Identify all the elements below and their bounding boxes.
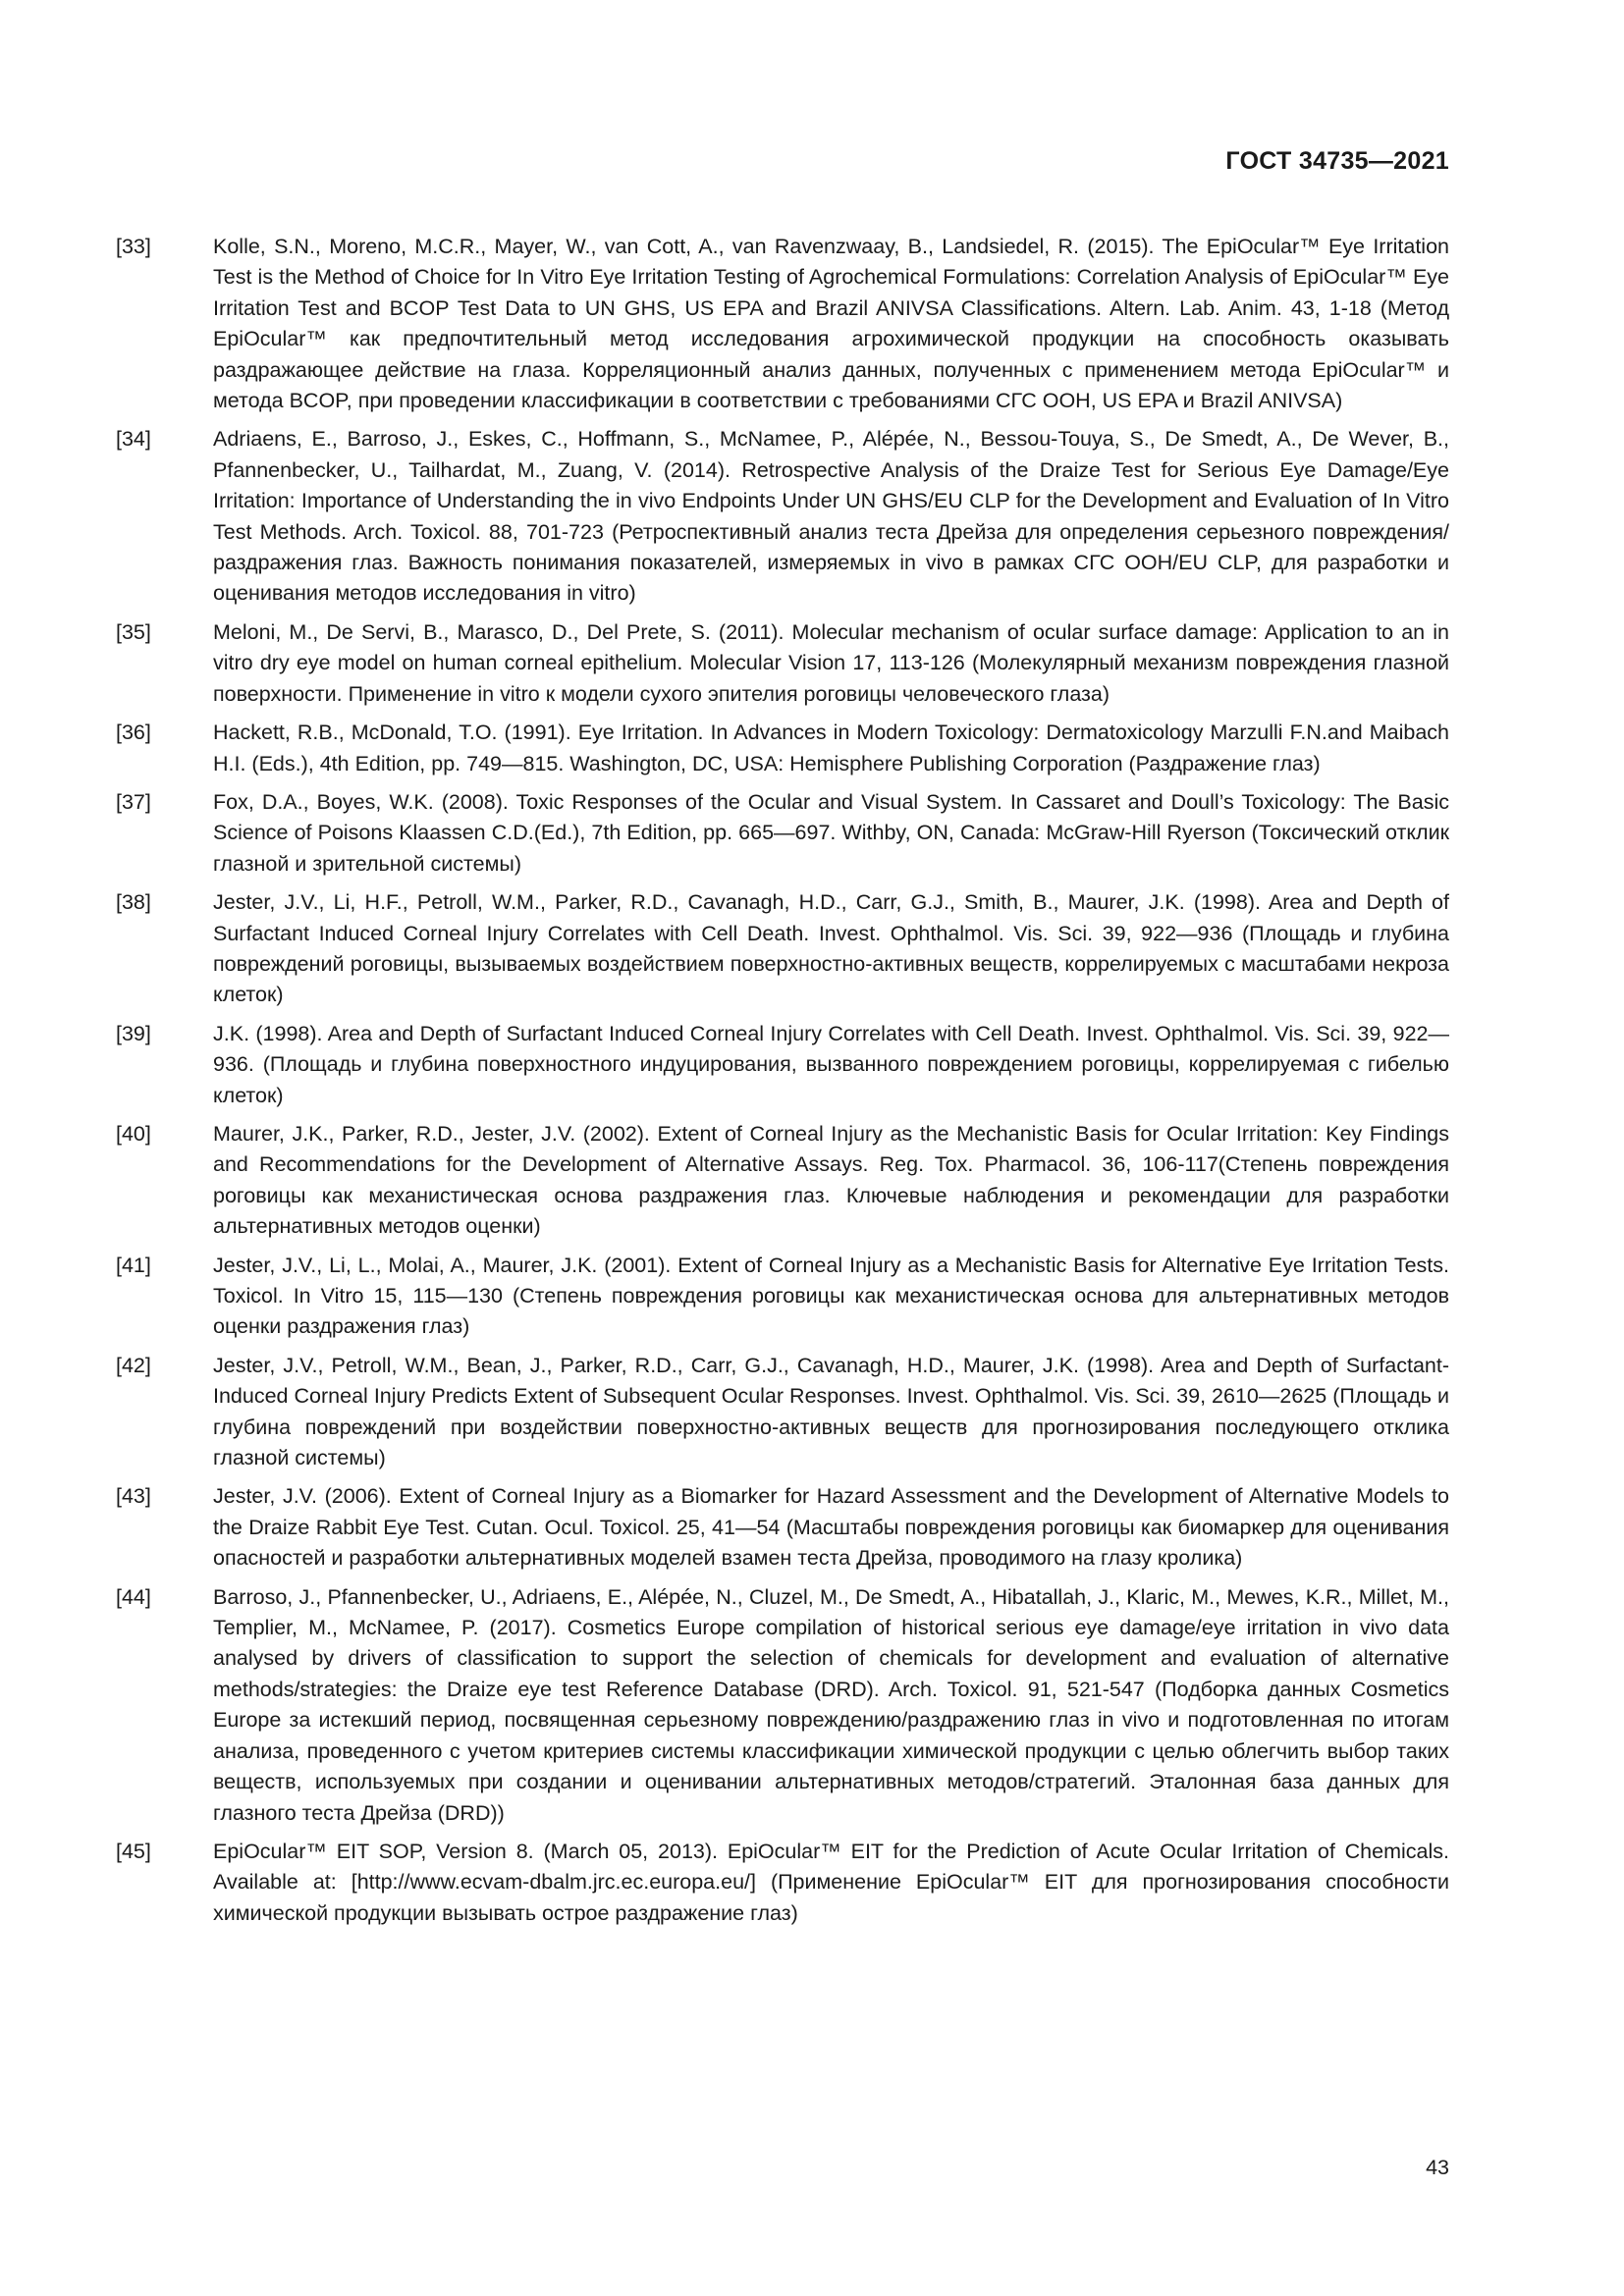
reference-number: [44]: [116, 1584, 151, 1609]
reference-number: [35]: [116, 619, 151, 644]
reference-number: [40]: [116, 1121, 151, 1146]
reference-number: [39]: [116, 1021, 151, 1045]
reference-item-41: [116, 1251, 1449, 1343]
reference-number: [38]: [116, 890, 151, 915]
reference-number: [36]: [116, 721, 151, 745]
reference-item-35: [116, 617, 1449, 710]
reference-text: Fox, D.A., Boyes, W.K. (2008). Toxic Responses of the Ocular and Visual System. In Cassaret and Doull’s Toxicology: The Basic Science of Poisons Klaassen C.D.(Ed.), 7th Edition, pp. 665—697. Withby, ON, Canada: McGraw-Hill Ryerson (Токсический отклик глазной и зрительной системы): [213, 789, 1449, 876]
reference-text: Meloni, M., De Servi, B., Marasco, D., Del Prete, S. (2011). Molecular mechanism of ocular surface damage: Application to an in vitro dry eye model on human corneal epithelium. Molecular Vision 17, 113-126 (Молекулярный механизм повреждения глазной поверхности. Применение in vitro к модели сухого эпителия роговицы человеческого глаза): [213, 619, 1449, 706]
reference-item-38: [116, 887, 1449, 1011]
reference-item-45: [116, 1837, 1449, 1929]
reference-text: Jester, J.V., Li, H.F., Petroll, W.M., Parker, R.D., Cavanagh, H.D., Carr, G.J., Smith, B., Maurer, J.K. (1998). Area and Depth of Surfactant Induced Corneal Injury Correlates with Cell Death. Invest. Ophthalmol. Vis. Sci. 39, 922—936 (Площадь и глубина повреждений роговицы, вызываемых воздействием поверхностно-активных веществ, коррелируемых с масштабами некроза клеток): [213, 890, 1449, 1007]
reference-item-43: [116, 1481, 1449, 1574]
reference-text: J.K. (1998). Area and Depth of Surfactant Induced Corneal Injury Correlates with Cell Death. Invest. Ophthalmol. Vis. Sci. 39, 922—936. (Площадь и глубина поверхностного индуцирования, вызванного повреждением роговицы, коррелируемая с гибелью клеток): [213, 1021, 1449, 1107]
reference-number: [33]: [116, 235, 151, 258]
reference-item-42: [116, 1351, 1449, 1474]
reference-item-37: [116, 787, 1449, 880]
reference-text: Maurer, J.K., Parker, R.D., Jester, J.V. (2002). Extent of Corneal Injury as the Mechanistic Basis for Ocular Irritation: Key Findings and Recommendations for the Development of Alternative Assays. Reg. Tox. Pharmacol. 36, 106-117(Степень повреждения роговицы как механистическая основа раздражения глаз. Ключевые наблюдения и рекомендации для разработки альтернативных методов оценки): [213, 1121, 1449, 1239]
reference-number: [45]: [116, 1839, 151, 1863]
reference-text: Barroso, J., Pfannenbecker, U., Adriaens, E., Alépée, N., Cluzel, M., De Smedt, A., Hibatallah, J., Klaric, M., Mewes, K.R., Millet, M., Templier, M., McNamee, P. (2017). Cosmetics Europe compilation of historical serious eye damage/eye irritation in vivo data analysed by drivers of classification to support the selection of chemicals for development and evaluation of alternative methods/strategies: the Draize eye test Reference Database (DRD). Arch. Toxicol. 91, 521-547 (Подборка данных Cosmetics Europe за истекший период, посвященная серьезному повреждению/раздражению глаз in vivo и подготовленная по итогам анализа, проведенного с учетом критериев системы классификации химической продукции с целью облегчить выбор таких веществ, используемых при создании и оценивании альтернативных методов/стратегий. Эталонная база данных для глазного теста Дрейза (DRD)): [213, 1584, 1449, 1825]
reference-number: [43]: [116, 1484, 151, 1509]
reference-text: EpiOcular™ EIT SOP, Version 8. (March 05, 2013). EpiOcular™ EIT for the Prediction of Acute Ocular Irritation of Chemicals. Available at: [http://www.ecvam-dbalm.jrc.ec.europa.eu/] (Применение EpiOcular™ EIT для прогнозирования способности химической продукции вызывать острое раздражение глаз): [213, 1839, 1449, 1925]
reference-text: Kolle, S.N., Moreno, M.C.R., Mayer, W., van Cott, A., van Ravenzwaay, B., Landsiedel, R. (2015). The EpiOcular™ Eye Irritation Test is the Method of Choice for In Vitro Eye Irritation Testing of Agrochemical Formulations: Correlation Analysis of EpiOcular™ Eye Irritation Test and BCOP Test Data to UN GHS, US EPA and Brazil ANIVSA Classifications. Altern. Lab. Anim. 43, 1-18 (Метод EpiOcular™ как предпочтительный метод исследования агрохимической продукции на способность оказывать раздражающее действие на глаза. Корреляционный анализ данных, полученных с применением метода EpiOcular™ и метода BCOP, при проведении классификации в соответствии с требованиями СГС ООН, US EPA и Brazil ANIVSA): [213, 235, 1449, 413]
document-header: ГОСТ 34735—2021: [1225, 147, 1449, 175]
reference-item-33: [116, 232, 1449, 416]
reference-item-36: [116, 718, 1449, 779]
reference-number: [41]: [116, 1253, 151, 1277]
reference-item-34: [116, 424, 1449, 609]
reference-text: Jester, J.V. (2006). Extent of Corneal Injury as a Biomarker for Hazard Assessment and the Development of Alternative Models to the Draize Rabbit Eye Test. Cutan. Ocul. Toxicol. 25, 41—54 (Масштабы повреждения роговицы как биомаркер для оценивания опасностей и разработки альтернативных моделей взамен теста Дрейза, проводимого на глазу кролика): [213, 1484, 1449, 1571]
reference-number: [42]: [116, 1353, 151, 1377]
page-number: 43: [1426, 2156, 1449, 2179]
reference-text: Jester, J.V., Petroll, W.M., Bean, J., Parker, R.D., Carr, G.J., Cavanagh, H.D., Maurer, J.K. (1998). Area and Depth of Surfactant-Induced Corneal Injury Predicts Extent of Subsequent Ocular Responses. Invest. Ophthalmol. Vis. Sci. 39, 2610—2625 (Площадь и глубина повреждений при воздействии поверхностно-активных веществ для прогнозирования последующего отклика глазной системы): [213, 1353, 1449, 1470]
reference-text: Adriaens, E., Barroso, J., Eskes, C., Hoffmann, S., McNamee, P., Alépée, N., Bessou-Touya, S., De Smedt, A., De Wever, B., Pfannenbecker, U., Tailhardat, M., Zuang, V. (2014). Retrospective Analysis of the Draize Test for Serious Eye Damage/Eye Irritation: Importance of Understanding the in vivo Endpoints Under UN GHS/EU CLP for the Development and Evaluation of In Vitro Test Methods. Arch. Toxicol. 88, 701-723 (Ретроспективный анализ теста Дрейза для определения серьезного повреждения/раздражения глаз. Важность понимания показателей, измеряемых in vivo в рамках СГС ООН/EU CLP, для разработки и оценивания методов исследования in vitro): [213, 427, 1449, 606]
reference-item-39: [116, 1019, 1449, 1111]
reference-number: [34]: [116, 427, 151, 452]
reference-text: Hackett, R.B., McDonald, T.O. (1991). Eye Irritation. In Advances in Modern Toxicology: Dermatoxicology Marzulli F.N.and Maibach H.I. (Eds.), 4th Edition, pp. 749—815. Washington, DC, USA: Hemisphere Publishing Corporation (Раздражение глаз): [213, 721, 1449, 775]
reference-item-40: [116, 1119, 1449, 1243]
reference-text: Jester, J.V., Li, L., Molai, A., Maurer, J.K. (2001). Extent of Corneal Injury as a Mechanistic Basis for Alternative Eye Irritation Tests. Toxicol. In Vitro 15, 115—130 (Степень повреждения роговицы как механистическая основа для альтернативных методов оценки раздражения глаз): [213, 1253, 1449, 1339]
reference-list: [116, 232, 1449, 1937]
reference-number: [37]: [116, 789, 151, 814]
reference-item-44: [116, 1582, 1449, 1829]
